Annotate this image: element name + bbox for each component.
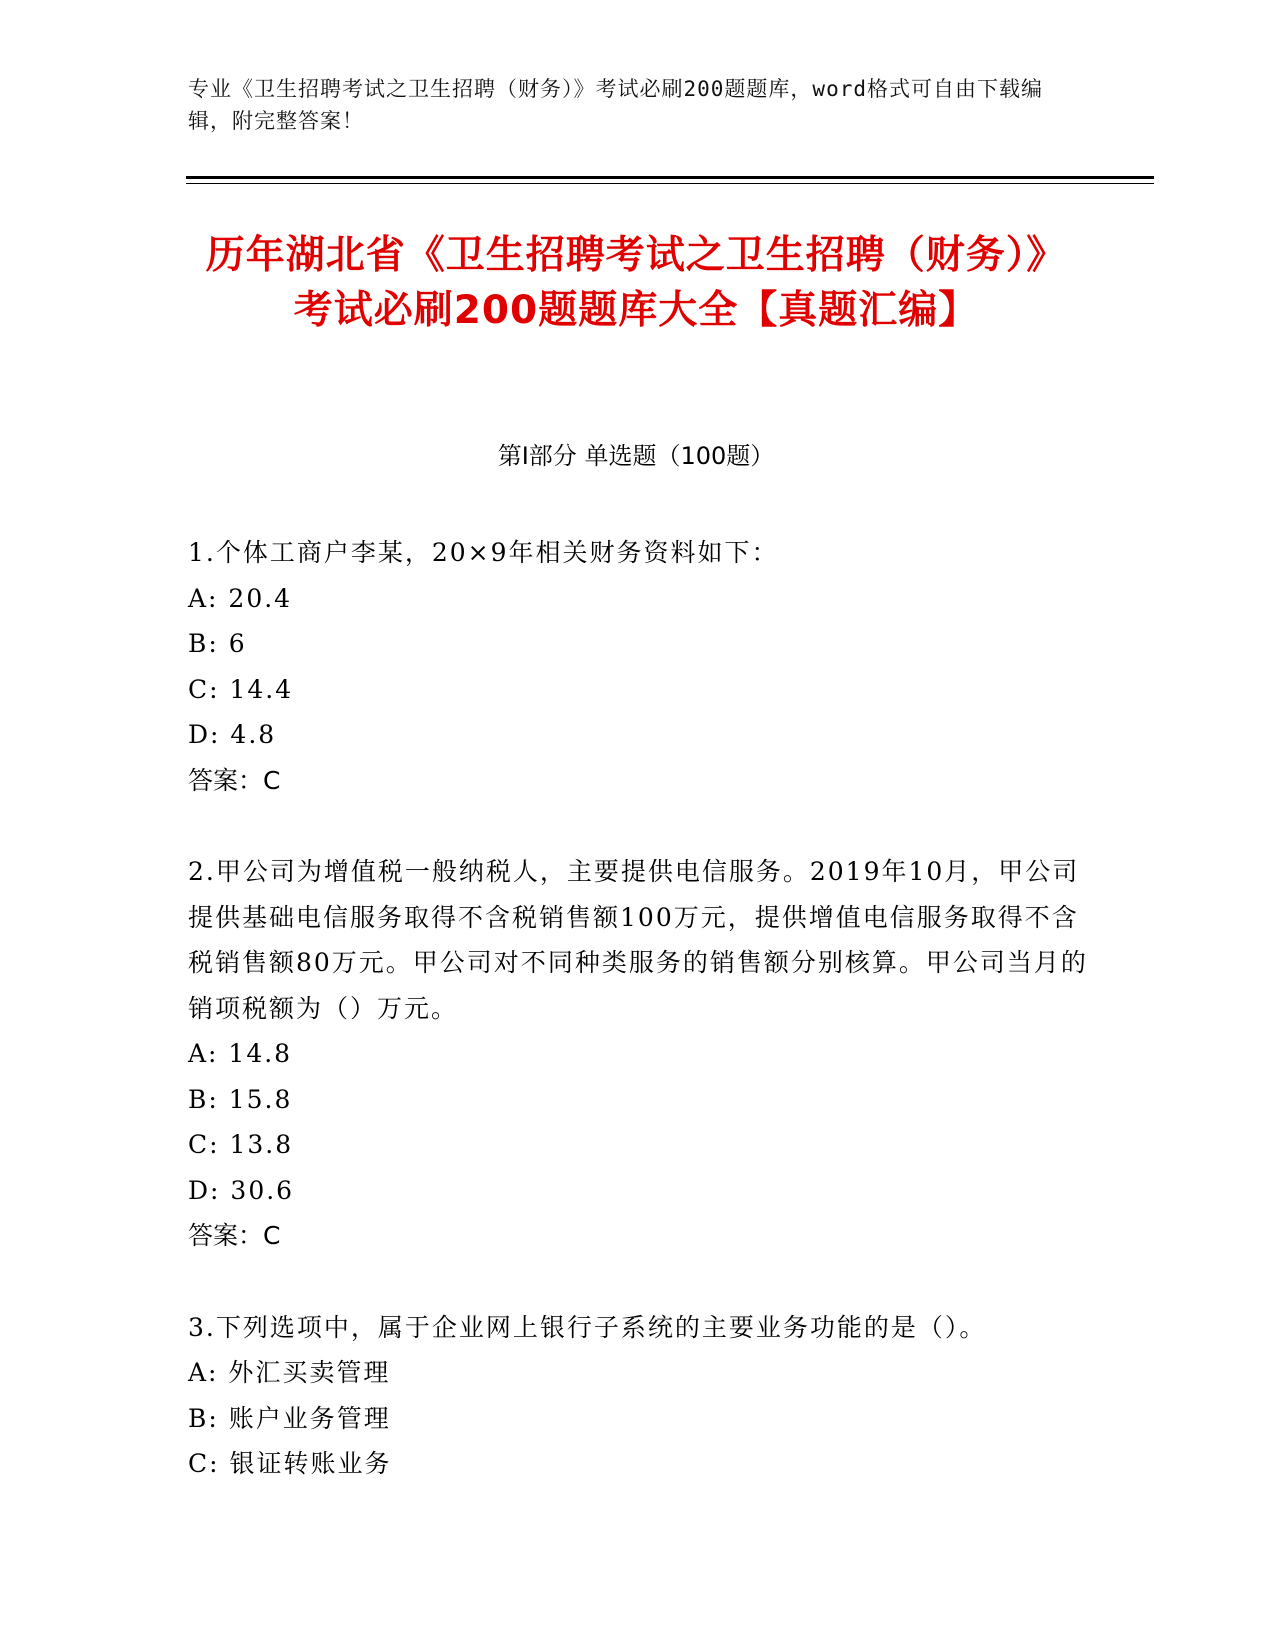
question-item (188, 530, 1088, 803)
option-d: D: 30.6 (188, 1175, 295, 1205)
option-c: C: 14.4 (188, 674, 294, 704)
option-b: B: 账户业务管理 (188, 1403, 391, 1433)
option-b: B: 15.8 (188, 1084, 293, 1114)
option-c: C: 13.8 (188, 1130, 294, 1159)
question-list (188, 530, 1088, 1533)
question-stem: 2.甲公司为增值税一般纳税人，主要提供电信服务。2019年10月，甲公司提供基础电信服务取得不含税销售额100万元，提供增值电信服务取得不含税销售额80万元。甲公司对不同种类服务的销售额分别核算。甲公司当月的销项税额为（）万元。 (188, 857, 1088, 1023)
option-c: C: 银证转账业务 (188, 1449, 392, 1478)
answer-line: 答案：C (188, 765, 281, 795)
question-stem: 1.个体工商户李某，20×9年相关财务资料如下： (188, 538, 779, 567)
header-note: 专业《卫生招聘考试之卫生招聘（财务）》考试必刷200题题库，word格式可自由下载编辑，附完整答案！ (188, 77, 1043, 133)
answer-line: 答案：C (188, 1221, 281, 1250)
option-a: A: 20.4 (188, 583, 293, 613)
document-title: 历年湖北省《卫生招聘考试之卫生招聘（财务）》考试必刷200题题库大全【真题汇编】 (205, 233, 1067, 333)
question-item (188, 849, 1088, 1259)
option-d: D: 4.8 (188, 720, 277, 749)
question-item (188, 1305, 1088, 1487)
question-stem: 3.下列选项中，属于企业网上银行子系统的主要业务功能的是（）。 (188, 1312, 987, 1342)
option-a: A: 14.8 (188, 1039, 293, 1068)
option-a: A: 外汇买卖管理 (188, 1358, 391, 1387)
option-b: B: 6 (188, 629, 247, 658)
header-divider-thick (186, 176, 1154, 179)
section-title: 第Ⅰ部分 单选题（100题） (497, 442, 775, 470)
header-divider-thin (186, 183, 1154, 184)
